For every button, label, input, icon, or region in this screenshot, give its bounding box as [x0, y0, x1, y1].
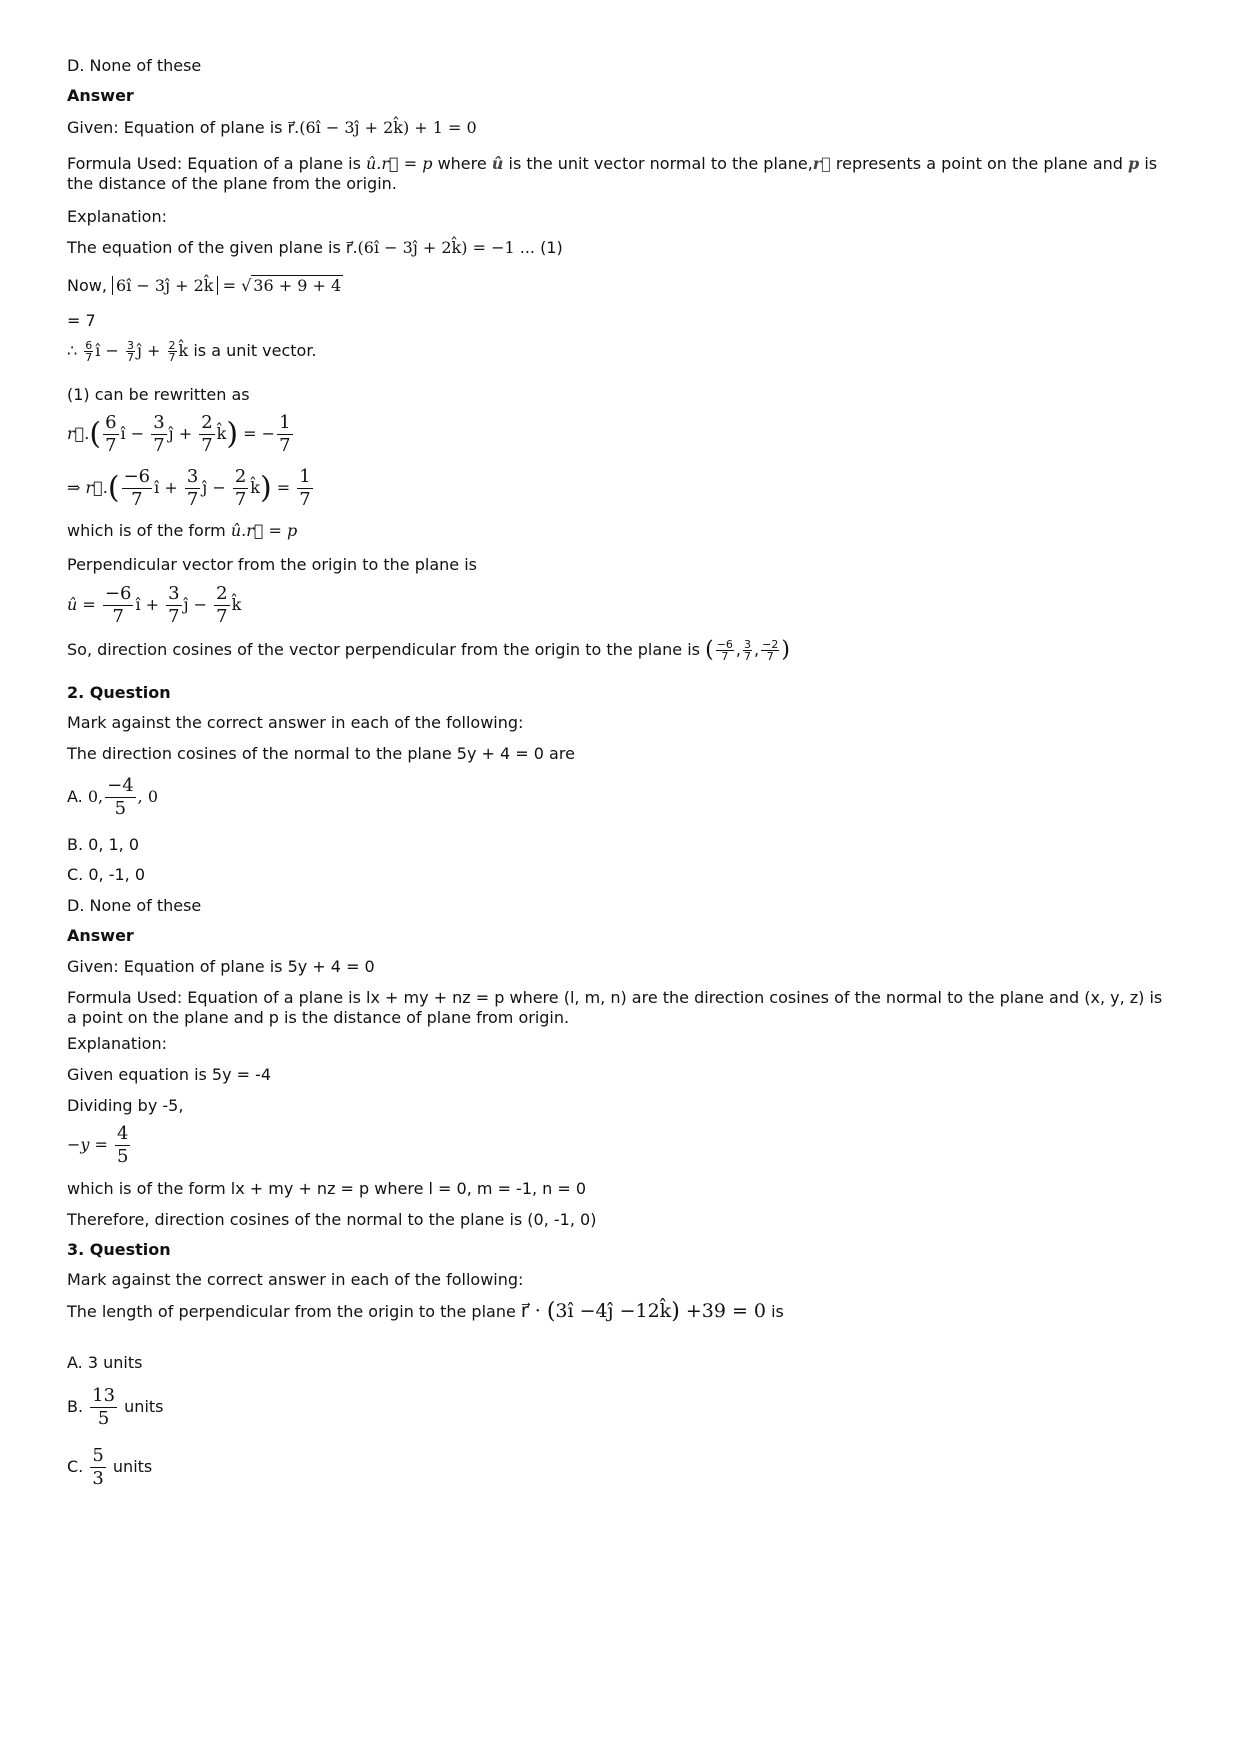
q3-option-c: C. $\frac{5}{3}$ units	[67, 1445, 153, 1489]
frac-6-7: $\frac{6}{7}$	[85, 339, 93, 364]
frac-2-7: $\frac{2}{7}$	[168, 339, 176, 364]
q1-answer-heading: Answer	[67, 86, 134, 105]
q2-option-a: A. 0, $\frac{-4}{5}$ , 0	[67, 775, 159, 819]
q2-dividing: Dividing by -5,	[67, 1096, 184, 1115]
q2-given-eq: Given equation is 5y = -4	[67, 1065, 272, 1084]
q2-instruction: Mark against the correct answer in each of the following:	[67, 713, 524, 732]
q1-given: Given: Equation of plane is r⃗.(6î − 3ĵ + 2k̂) + 1 = 0	[67, 118, 477, 137]
q3-question: The length of perpendicular from the origin to the plane r⃗ · (3î −4ĵ −12k̂) +39 = 0 is	[67, 1299, 784, 1324]
q2-option-c: C. 0, -1, 0	[67, 865, 145, 884]
q3-option-a: A. 3 units	[67, 1353, 143, 1372]
q2-question: The direction cosines of the normal to the plane 5y + 4 = 0 are	[67, 744, 575, 763]
q1-rewritten-eq-2: ⇒ r⃗.( $\frac{-6}{7}$ î + $\frac{3}{7}$ ĵ − $\frac{2}{7}$ k̂) = $\frac{1}{7}$	[67, 466, 311, 510]
q1-equals-7: = 7	[67, 311, 96, 330]
q2-formula: Formula Used: Equation of a plane is lx + my + nz = p where (l, m, n) are the direction cosines of the normal to the plane and (x, y, z) is a point on the plane and p is the distance of plane from origin.	[67, 988, 1163, 1027]
q2-therefore: Therefore, direction cosines of the normal to the plane is (0, -1, 0)	[67, 1210, 597, 1229]
q2-heading: 2. Question	[67, 683, 171, 702]
q1-formula: Formula Used: Equation of a plane is û.r⃗ = p where û is the unit vector normal to the plane,r⃗ represents a point on the plane and p is the distance of the plane from the origin.	[67, 154, 1158, 193]
q1-explanation-label: Explanation:	[67, 207, 167, 226]
q1-rewritten-eq-1: r⃗.( $\frac{6}{7}$ î − $\frac{3}{7}$ ĵ + $\frac{2}{7}$ k̂) = − $\frac{1}{7}$	[67, 412, 291, 456]
q1-which-form: which is of the form û.r⃗ = p	[67, 521, 298, 540]
q2-answer-heading: Answer	[67, 926, 134, 945]
q2-explanation-label: Explanation:	[67, 1034, 167, 1053]
sqrt-expr: √ 36 + 9 + 4	[241, 276, 342, 295]
q1-now-line: Now, 6î − 3ĵ + 2k̂ = √ 36 + 9 + 4	[67, 276, 342, 295]
q1-given-expr: r⃗.(6î − 3ĵ + 2k̂) + 1 = 0	[287, 118, 477, 137]
q1-eq-line-expr: r⃗.(6î − 3ĵ + 2k̂) = −1	[345, 238, 515, 257]
q2-which-form: which is of the form lx + my + nz = p where l = 0, m = -1, n = 0	[67, 1179, 587, 1198]
q1-rewritten: (1) can be rewritten as	[67, 385, 250, 404]
q3-heading: 3. Question	[67, 1240, 171, 1259]
q3-option-b: B. $\frac{13}{5}$ units	[67, 1385, 164, 1429]
q1-unit-normal-eq: û = $\frac{-6}{7}$ î + $\frac{3}{7}$ ĵ − $\frac{2}{7}$ k̂	[67, 583, 242, 627]
q2-option-b: B. 0, 1, 0	[67, 835, 140, 854]
q1-option-d: D. None of these	[67, 56, 202, 75]
q1-direction-cosines: So, direction cosines of the vector perpendicular from the origin to the plane is ( $\frac{-6}{7}$ , $\frac{3}{7}$ , $\frac{-2}{7}$ )	[67, 637, 790, 663]
frac-3-7: $\frac{3}{7}$	[126, 339, 134, 364]
q2-fraction-eq: −y = $\frac{4}{5}$	[67, 1123, 129, 1167]
q2-given: Given: Equation of plane is 5y + 4 = 0	[67, 957, 375, 976]
q3-instruction: Mark against the correct answer in each of the following:	[67, 1270, 524, 1289]
q1-unit-vector-line: ∴ $\frac{6}{7}$ î − $\frac{3}{7}$ ĵ + $\frac{2}{7}$ k̂ is a unit vector.	[67, 339, 317, 364]
q2-option-d: D. None of these	[67, 896, 202, 915]
q1-perp-line: Perpendicular vector from the origin to the plane is	[67, 555, 477, 574]
q1-eq-line: The equation of the given plane is r⃗.(6î − 3ĵ + 2k̂) = −1 ... (1)	[67, 238, 563, 257]
magnitude-expr: 6î − 3ĵ + 2k̂	[112, 276, 217, 295]
q3-plane-expr: r⃗ · (3î −4ĵ −12k̂) +39 = 0	[520, 1299, 767, 1324]
